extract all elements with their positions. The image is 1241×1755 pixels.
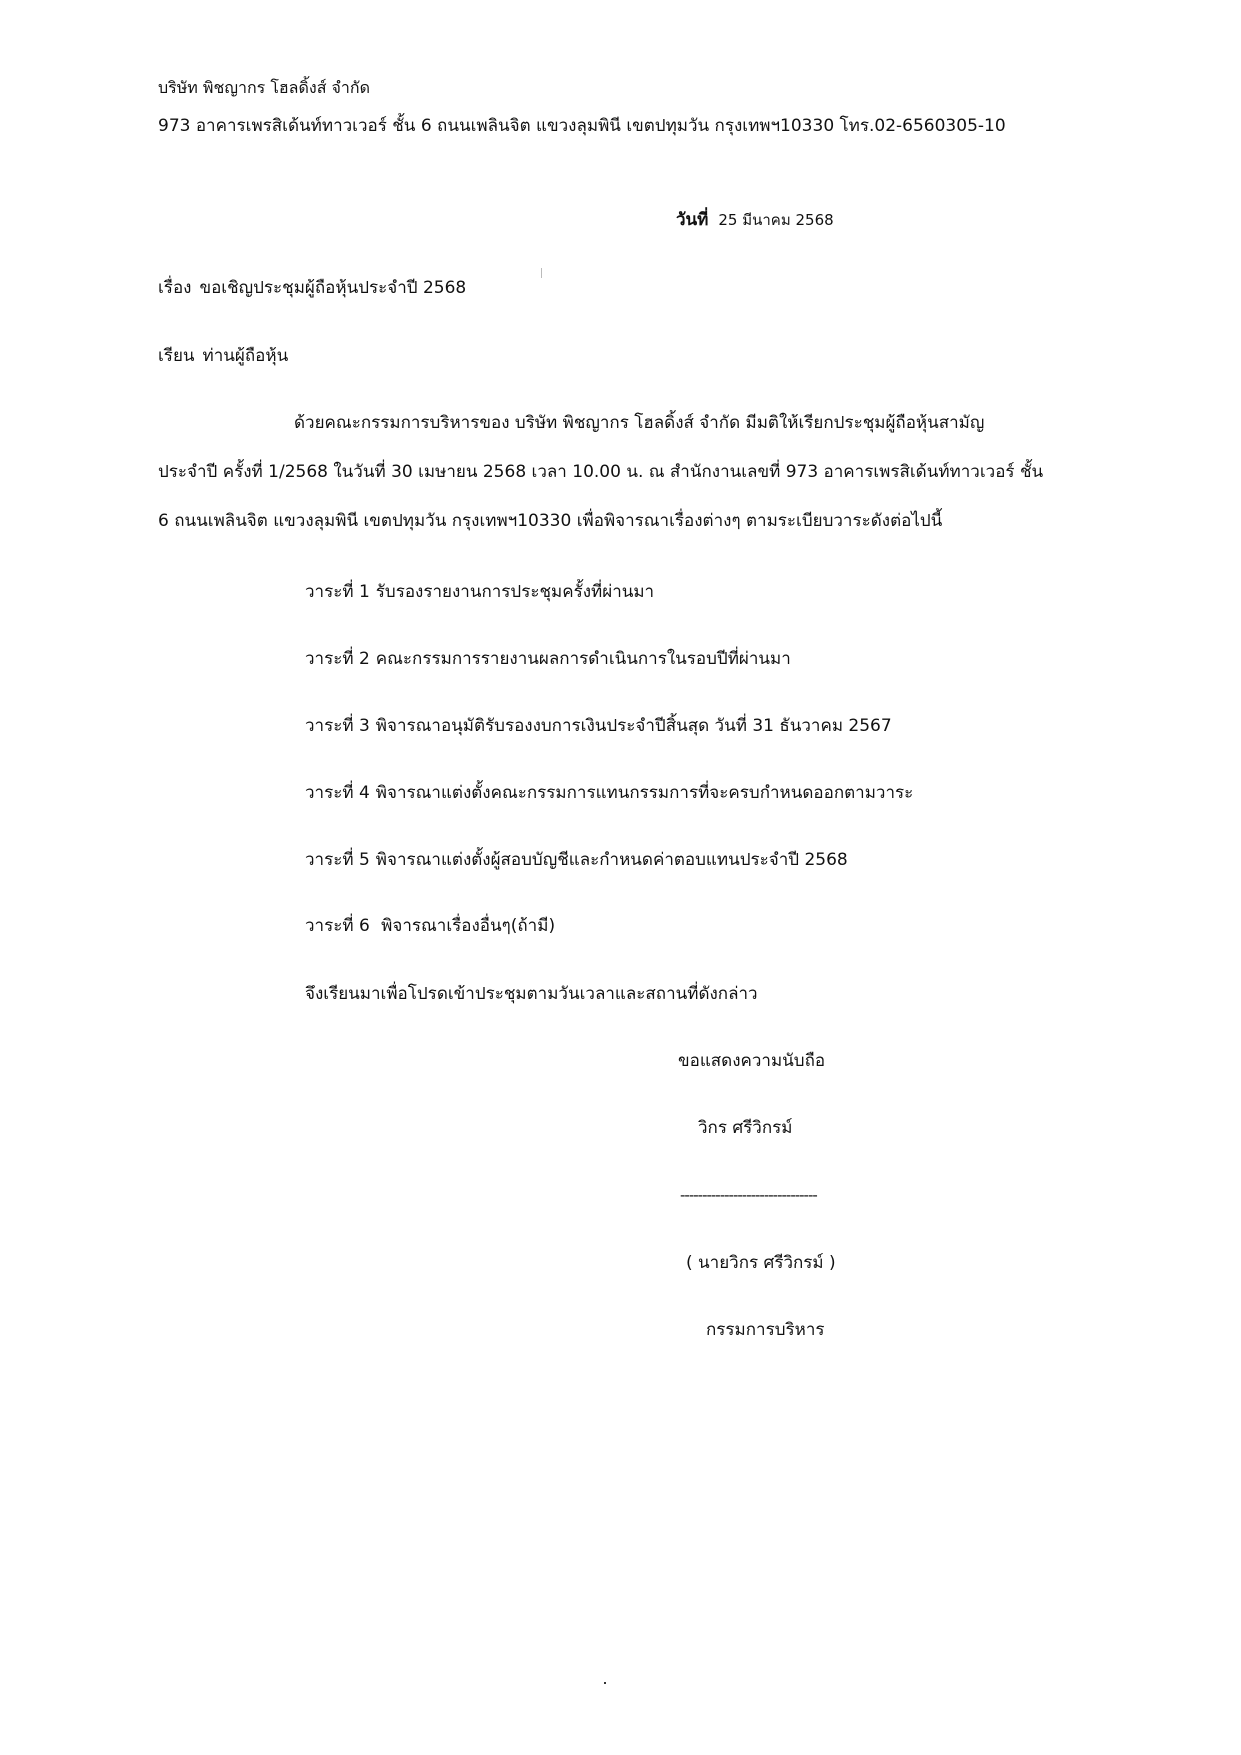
agenda-text: พิจารณาเรื่องอื่นๆ(ถ้ามี) [375, 916, 556, 936]
agenda-item-2 [305, 647, 791, 671]
agenda-label: วาระที่ 3 [305, 716, 370, 736]
body-paragraph-line-1: ด้วยคณะกรรมการบริหารของ บริษัท พิชญากร โฮลดิ้งส์ จำกัด มีมติให้เรียกประชุมผู้ถือหุ้นสามัญ [294, 413, 985, 433]
recipient-text: ท่านผู้ถือหุ้น [202, 346, 289, 366]
agenda-label: วาระที่ 6 [305, 916, 370, 936]
agenda-label: วาระที่ 2 [305, 649, 370, 669]
closing-sentence: จึงเรียนมาเพื่อโปรดเข้าประชุมตามวันเวลาและสถานที่ดังกล่าว [305, 984, 758, 1004]
signature: วิกร ศรีวิกรม์ [698, 1118, 793, 1138]
subject-text: ขอเชิญประชุมผู้ถือหุ้นประจำปี 2568 [199, 278, 467, 298]
agenda-text: พิจารณาแต่งตั้งผู้สอบบัญชีและกำหนดค่าตอบแทนประจำปี 2568 [375, 850, 848, 870]
date-value: 25 มีนาคม 2568 [718, 211, 834, 229]
subject-label: เรื่อง [158, 278, 192, 298]
agenda-text: พิจารณาอนุมัติรับรองงบการเงินประจำปีสิ้นสุด วันที่ 31 ธันวาคม 2567 [375, 716, 892, 736]
agenda-text: พิจารณาแต่งตั้งคณะกรรมการแทนกรรมการที่จะครบกำหนดออกตามวาระ [375, 783, 914, 803]
letter-date [676, 208, 834, 232]
agenda-item-6 [305, 914, 555, 938]
agenda-item-1 [305, 580, 654, 604]
agenda-label: วาระที่ 5 [305, 850, 370, 870]
agenda-item-3 [305, 714, 892, 738]
company-address: 973 อาคารเพรสิเด้นท์ทาวเวอร์ ชั้น 6 ถนนเพลินจิต แขวงลุมพินี เขตปทุมวัน กรุงเทพฯ10330 โทร.02-6560305-10 [158, 116, 1006, 136]
scan-speck [541, 268, 542, 278]
agenda-text: รับรองรายงานการประชุมครั้งที่ผ่านมา [375, 582, 655, 602]
signer-printed-name: ( นายวิกร ศรีวิกรม์ ) [686, 1253, 836, 1273]
subject-line [158, 276, 466, 300]
date-label: วันที่ [676, 210, 709, 230]
agenda-item-4 [305, 781, 913, 805]
recipient-line [158, 344, 288, 368]
scan-speck [604, 1682, 606, 1684]
agenda-label: วาระที่ 4 [305, 783, 370, 803]
recipient-label: เรียน [158, 346, 195, 366]
company-name: บริษัท พิชญากร โฮลดิ้งส์ จำกัด [158, 78, 370, 97]
agenda-item-5 [305, 848, 848, 872]
signature-line: ------------------------------- [680, 1186, 817, 1204]
regards-text: ขอแสดงความนับถือ [678, 1051, 826, 1071]
body-paragraph-line-2: ประจำปี ครั้งที่ 1/2568 ในวันที่ 30 เมษายน 2568 เวลา 10.00 น. ณ สำนักงานเลขที่ 973 อาคารเพรสิเด้นท์ทาวเวอร์ ชั้น [158, 462, 1044, 482]
signer-position: กรรมการบริหาร [706, 1320, 825, 1340]
agenda-text: คณะกรรมการรายงานผลการดำเนินการในรอบปีที่ผ่านมา [375, 649, 791, 669]
agenda-label: วาระที่ 1 [305, 582, 370, 602]
body-paragraph-line-3: 6 ถนนเพลินจิต แขวงลุมพินี เขตปทุมวัน กรุงเทพฯ10330 เพื่อพิจารณาเรื่องต่างๆ ตามระเบียบวาระดังต่อไปนี้ [158, 511, 943, 531]
